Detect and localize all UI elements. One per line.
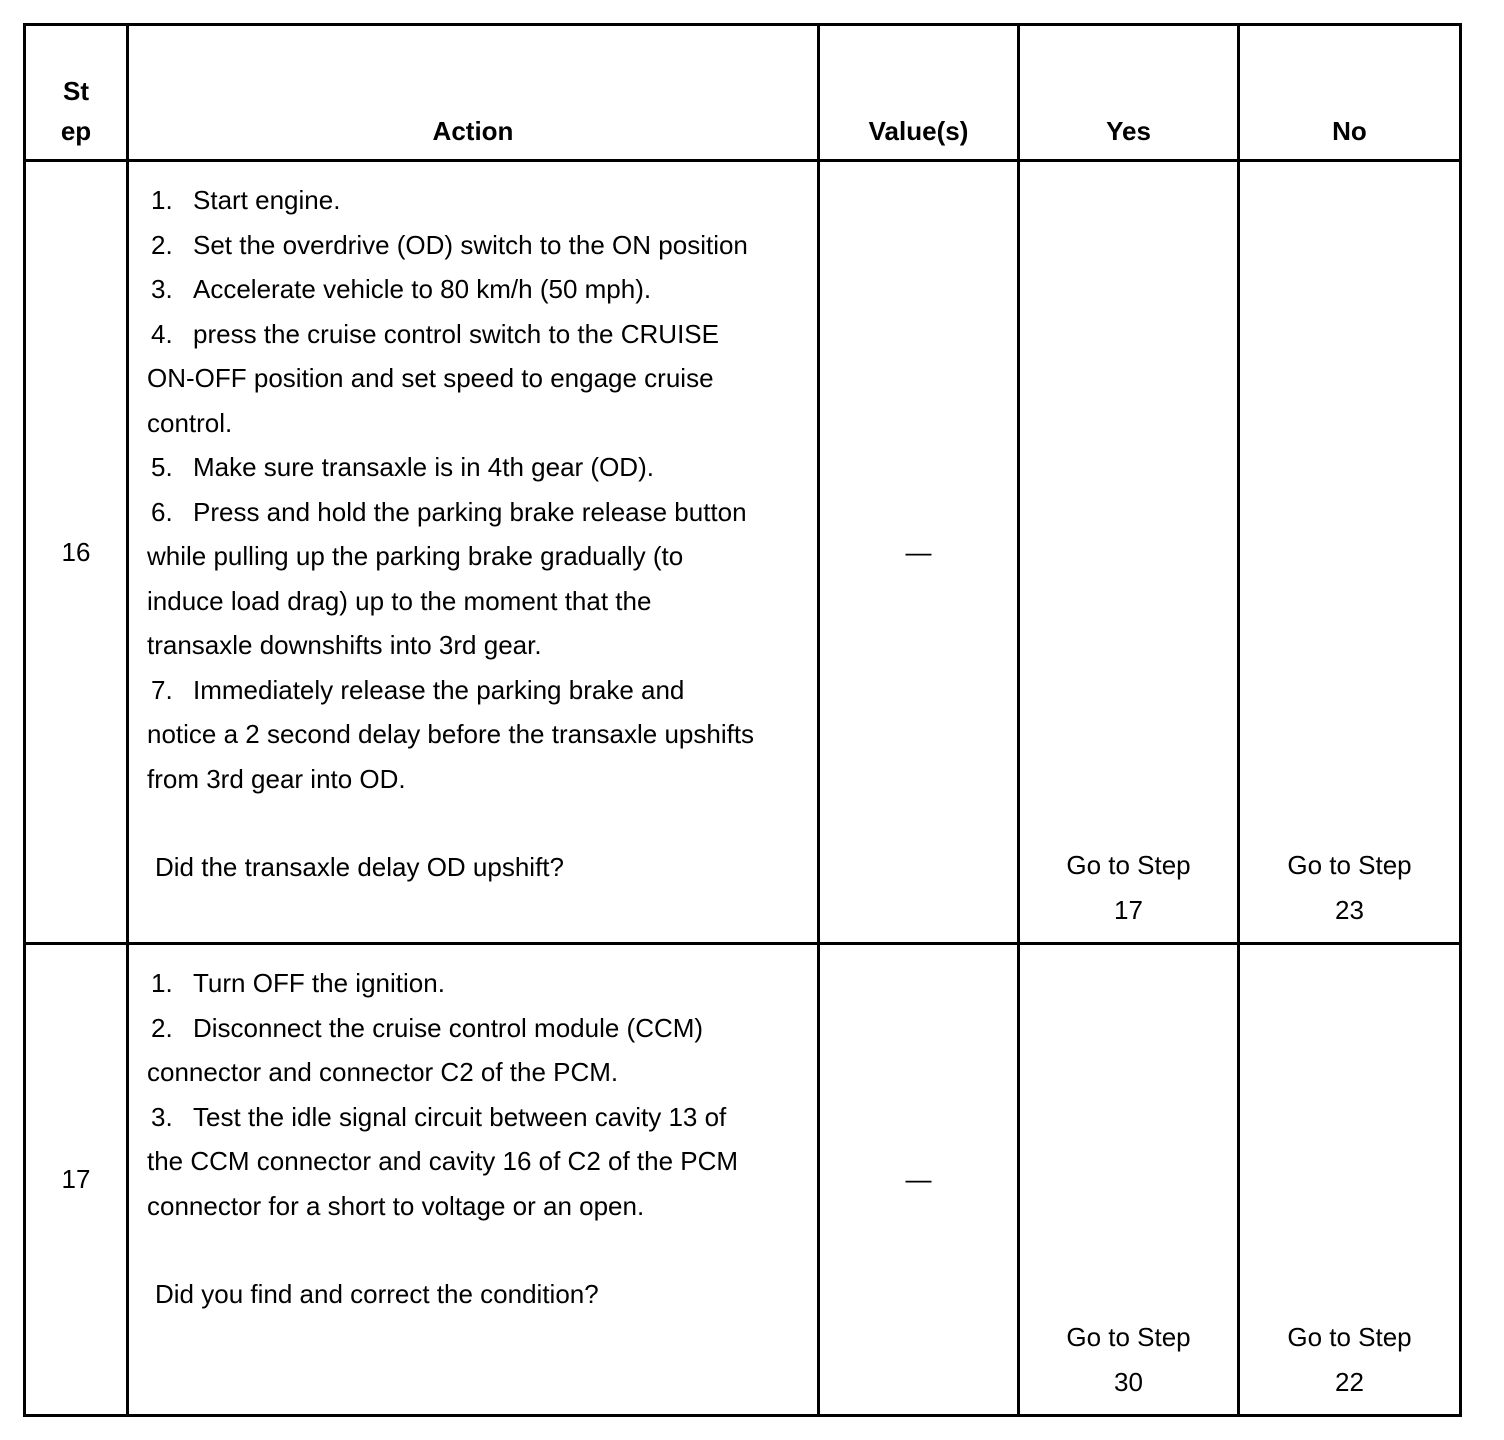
yes-goto: Go to Step 30: [1019, 944, 1239, 1416]
header-step: St ep: [25, 25, 128, 161]
value-cell: —: [819, 944, 1019, 1416]
question-text: Did you find and correct the condition?: [155, 1279, 599, 1309]
action-step: 1. Start engine.: [151, 185, 341, 215]
action-step: 3. Accelerate vehicle to 80 km/h (50 mph).: [151, 274, 652, 304]
action-step: 5. Make sure transaxle is in 4th gear (OD).: [151, 452, 654, 482]
yes-goto: Go to Step 17: [1019, 161, 1239, 944]
no-goto: Go to Step 22: [1239, 944, 1461, 1416]
action-cell: [128, 161, 819, 944]
header-row: [25, 25, 1461, 161]
question-text: Did the transaxle delay OD upshift?: [155, 852, 564, 882]
action-step: 3. Test the idle signal circuit between cavity 13 of the CCM connector and cavity 16 of C2 of the PCM connector for a short to voltage or an open.: [147, 1101, 739, 1221]
value-cell: —: [819, 161, 1019, 944]
header-action: Action: [128, 25, 819, 161]
header-values: Value(s): [819, 25, 1019, 161]
header-yes: Yes: [1019, 25, 1239, 161]
step-number: 17: [25, 944, 128, 1416]
step-number: 16: [25, 161, 128, 944]
action-cell: [128, 944, 819, 1416]
action-step: 4. press the cruise control switch to the CRUISE ON-OFF position and set speed to engage cruise control.: [147, 318, 719, 438]
action-step: 7. Immediately release the parking brake and notice a 2 second delay before the transaxle upshifts from 3rd gear into OD.: [147, 674, 755, 794]
no-goto: Go to Step 23: [1239, 161, 1461, 944]
action-step: 6. Press and hold the parking brake release button while pulling up the parking brake gradually (to induce load drag) up to the moment that the transaxle downshifts into 3rd gear.: [147, 496, 747, 660]
action-step: 1. Turn OFF the ignition.: [151, 968, 445, 998]
table-row: [25, 161, 1461, 944]
header-no: No: [1239, 25, 1461, 161]
table-row: [25, 944, 1461, 1416]
diagnostic-table: [23, 23, 1462, 1417]
action-step: 2. Set the overdrive (OD) switch to the ON position: [151, 229, 748, 260]
action-step: 2. Disconnect the cruise control module (CCM) connector and connector C2 of the PCM.: [147, 1012, 704, 1087]
